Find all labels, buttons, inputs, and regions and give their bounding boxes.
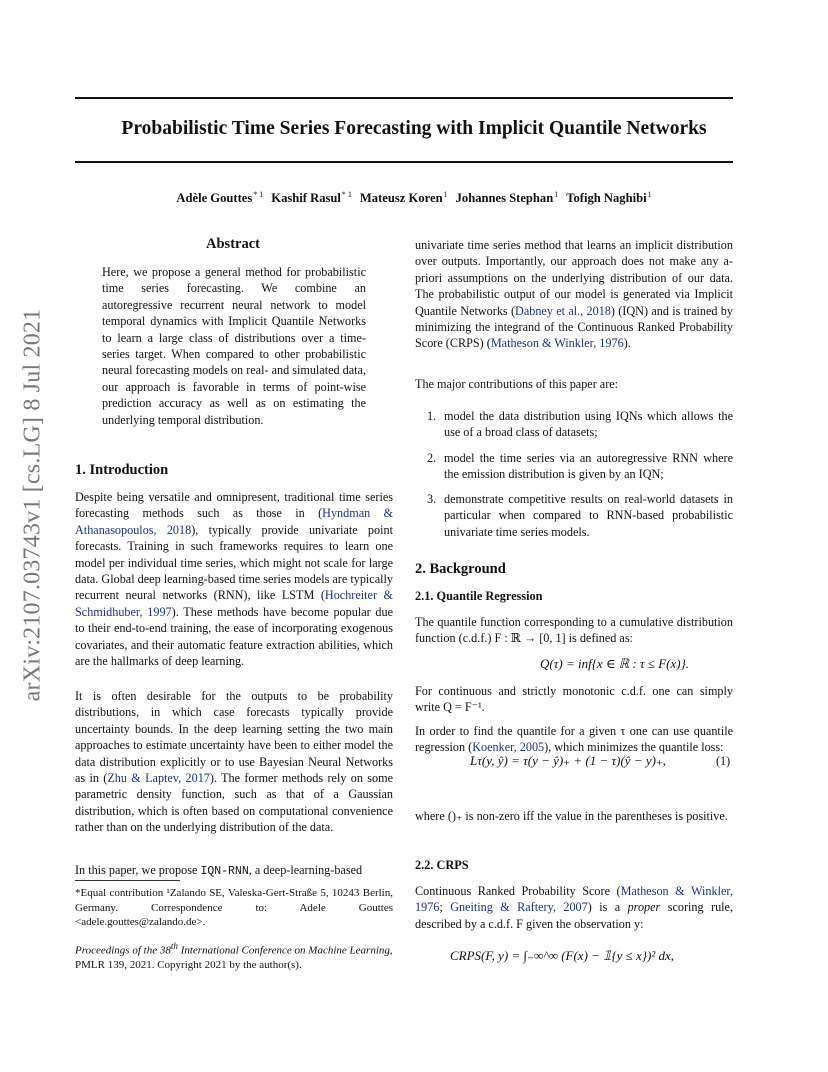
proc-text-c: , PMLR 139, 2021. Copyright 2021 by the author(s). xyxy=(75,944,393,972)
citation-link[interactable]: Matheson & Winkler, 1976 xyxy=(415,884,733,915)
author-affiliation-mark: 1 xyxy=(554,190,559,199)
citation-link[interactable]: Koenker, 2005 xyxy=(472,740,545,755)
crps-text-d: scoring rule, described by a c.d.f. F given the observation y: xyxy=(415,900,734,931)
crps-text-b: ; xyxy=(439,900,451,915)
method-name-code: IQN-RNN xyxy=(200,865,249,878)
proc-sup: th xyxy=(170,941,178,951)
author-name: Mateusz Koren$^1$ xyxy=(359,190,448,206)
list-number: 3. xyxy=(427,492,437,506)
arxiv-identifier: arXiv:2107.03743v1 [cs.LG] 8 Jul 2021 xyxy=(19,308,46,702)
qr-paragraph-2: For continuous and strictly monotonic c.d.f. one can simply write Q = F⁻¹. xyxy=(415,684,733,715)
equation-quantile-function: Q(τ) = inf{x ∈ ℝ : τ ≤ F(x)}. xyxy=(540,656,690,671)
subsection-heading-crps: 2.2. CRPS xyxy=(415,858,469,872)
intro-paragraph-1 xyxy=(75,489,393,669)
list-item-text: demonstrate competitive results on real-world datasets in particular when compared to RNN-based probabilistic univariate time series models. xyxy=(444,492,733,539)
right-p1-text-a: univariate time series method that learns an implicit distribution over outputs. Importantly, our approach does not make any a-priori assumptions on the underlying distribution of our data. The probabilistic output of our model is generated via Implicit Quantile Networks ( xyxy=(415,238,733,318)
citation-link[interactable]: Zhu & Laptev, 2017 xyxy=(107,771,210,786)
qr-paragraph-1: The quantile function corresponding to a cumulative distribution function (c.d.f.) F : ℝ → [0, 1] is defined as: xyxy=(415,615,733,646)
author-name: Johannes Stephan$^1$ xyxy=(455,190,559,206)
paper-title: Probabilistic Time Series Forecasting with Implicit Quantile Networks xyxy=(121,118,707,139)
intro-paragraph-3 xyxy=(75,862,393,880)
arxiv-sidebar xyxy=(6,290,60,720)
proceedings-note xyxy=(75,939,393,973)
equation-quantile-loss: Lτ(y, ŷ) = τ(y − ŷ)₊ + (1 − τ)(ŷ − y)₊, xyxy=(470,753,667,768)
crps-text-a: Continuous Ranked Probability Score ( xyxy=(415,884,621,898)
author-name: Kashif Rasul$^{* 1}$ xyxy=(271,190,352,206)
author-affiliation-mark: * 1 xyxy=(341,190,352,199)
right-p1-text-b: ) (IQN) and is trained by minimizing the integrand of the Continuous Ranked Probability Score (CRPS) ( xyxy=(415,303,733,351)
citation-link[interactable]: Dabney et al., 2018 xyxy=(515,303,611,318)
intro-p1-text-c: ). These methods have become popular due to their end-to-end training, the ease of incorporating exogenous covariates, and their automatic feature extraction abilities, which are the hallmarks of deep learning. xyxy=(75,604,393,669)
author-list xyxy=(0,190,828,206)
qr-p3-text-b: ), which minimizes the quantile loss: xyxy=(544,740,724,755)
list-number: 2. xyxy=(427,451,437,465)
intro-p3-text-b: , a deep-learning-based xyxy=(248,863,363,877)
equation-crps: CRPS(F, y) = ∫₋∞^∞ (F(x) − 𝟙{y ≤ x})² dx, xyxy=(450,948,675,963)
right-p1-text-c: ). xyxy=(623,336,631,351)
crps-text-c: ) is a xyxy=(587,900,628,915)
crps-paragraph xyxy=(415,883,733,932)
intro-p2-text-a: It is often desirable for the outputs to be probability distributions, in which case forecasts typically provide uncertainty bounds. In the deep learning setting the two main approaches to estimate uncertainty have been to either model the data distribution explicitly or to use Bayesian Neural Networks as in ( xyxy=(75,689,393,786)
abstract-heading: Abstract xyxy=(206,236,260,252)
citation-link[interactable]: Matheson & Winkler, 1976 xyxy=(490,336,624,351)
intro-p1-text-b: ), typically provide univariate point forecasts. Training in such frameworks requires to learn one model per individual time series, which might not scale for large data. Global deep learning-based time series models are typically recurrent neural networks (RNN), like LSTM ( xyxy=(75,522,393,603)
footnote-rule xyxy=(75,880,180,881)
qr-paragraph-4: where ()₊ is non-zero iff the value in the parentheses is positive. xyxy=(415,809,728,823)
contribution-item xyxy=(427,491,733,540)
crps-emphasis: proper xyxy=(627,900,661,915)
contribution-item xyxy=(427,408,733,441)
author-affiliation-mark: * 1 xyxy=(253,190,264,199)
section-heading-background: 2. Background xyxy=(415,561,506,577)
top-rule xyxy=(75,97,733,99)
footnote-affiliation: *Equal contribution ¹Zalando SE, Valeska-Gert-Straße 5, 10243 Berlin, Germany. Correspondence to: Adele Gouttes <adele.gouttes@zalando.de>. xyxy=(75,887,393,928)
citation-link[interactable]: Hyndman & Athanasopoulos, 2018 xyxy=(75,506,394,537)
author-affiliation-mark: 1 xyxy=(443,190,448,199)
right-paragraph-1 xyxy=(415,237,733,352)
author-name: Adèle Gouttes$^{* 1}$ xyxy=(176,190,264,206)
list-item-text: model the time series via an autoregressive RNN where the emission distribution is given by an IQN; xyxy=(444,451,733,482)
qr-paragraph-3 xyxy=(415,723,733,756)
list-number: 1. xyxy=(427,409,437,423)
intro-p1-text-a: Despite being versatile and omnipresent, traditional time series forecasting methods such as those in ( xyxy=(75,490,393,521)
contributions-intro: The major contributions of this paper are: xyxy=(415,377,619,391)
subsection-heading-quantile-regression: 2.1. Quantile Regression xyxy=(415,589,543,603)
section-heading-introduction: 1. Introduction xyxy=(75,462,169,478)
intro-p3-text-a: In this paper, we propose xyxy=(75,863,201,877)
citation-link[interactable]: Gneiting & Raftery, 2007 xyxy=(450,900,588,915)
proc-text-b: International Conference on Machine Learning xyxy=(177,944,390,957)
intro-p2-text-b: ). The former methods rely on some parametric density function, such as that of a Gaussian distribution, which is often based on computational convenience rather than on the underlying distribution of the data. xyxy=(75,771,393,835)
contribution-item xyxy=(427,450,733,483)
qr-p3-text-a: In order to find the quantile for a given τ one can use quantile regression ( xyxy=(415,724,733,755)
abstract-body: Here, we propose a general method for probabilistic time series forecasting. We combine an autoregressive recurrent neural network to model temporal dynamics with Implicit Quantile Networks to learn a large class of distributions over a time-series target. When compared to other probabilistic neural forecasting models on real- and simulated data, our approach is favorable in terms of point-wise prediction accuracy as well as on estimating the underlying temporal distribution. xyxy=(102,265,366,427)
title-bottom-rule xyxy=(75,161,733,163)
equation-number: (1) xyxy=(716,754,731,768)
abstract-text xyxy=(102,264,366,428)
intro-paragraph-2 xyxy=(75,688,393,836)
proc-text-a: Proceedings of the 38 xyxy=(75,944,171,957)
author-name: Tofigh Naghibi$^1$ xyxy=(566,190,652,206)
citation-link[interactable]: Hochreiter & Schmidhuber, 1997 xyxy=(75,588,394,619)
author-affiliation-mark: 1 xyxy=(647,190,652,199)
list-item-text: model the data distribution using IQNs which allows the use of a broad class of datasets; xyxy=(444,409,733,440)
